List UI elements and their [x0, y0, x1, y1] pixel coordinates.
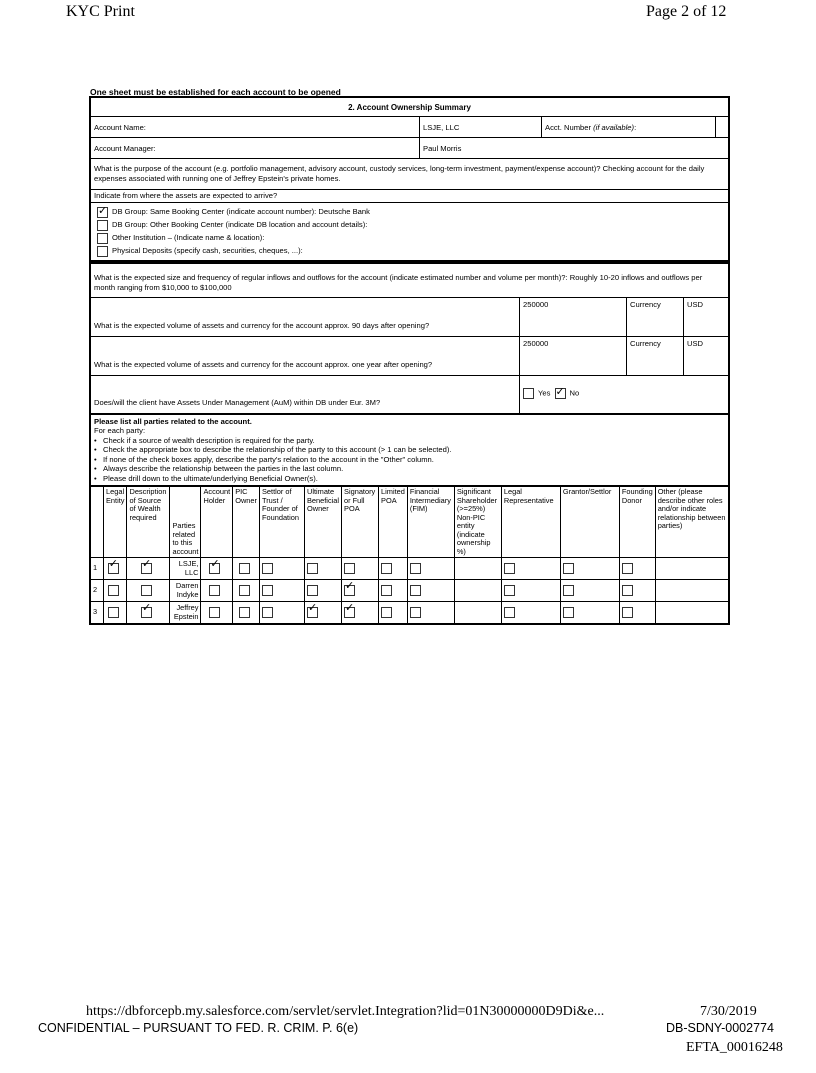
flows-text: What is the expected size and frequency of regular inflows and outflows for the account (indicate estimated number and volume per month)?: Roughly 10-20 inflows and outflows per month ranging from $10,000 to $100,000: [90, 263, 729, 298]
aum-no-label: No: [569, 388, 580, 398]
option-label: DB Group: Other Booking Center (indicate DB location and account details):: [112, 220, 368, 229]
col-founding-donor: Founding Donor: [619, 487, 655, 558]
cell-significant: [454, 602, 501, 625]
volume-year-currency-label: Currency: [627, 337, 684, 376]
party-name: Darren Indyke: [170, 580, 201, 602]
acct-number-label-italic: (if available): [593, 122, 635, 132]
cell-legal-rep: [501, 558, 560, 580]
cell-other: [655, 602, 729, 625]
checkbox-signatory[interactable]: [344, 585, 355, 596]
cell-founding: [619, 602, 655, 625]
volume-90-question: What is the expected volume of assets and currency for the account approx. 90 days after opening?: [90, 298, 520, 337]
checkbox-fim[interactable]: [410, 607, 421, 618]
account-name-value: LSJE, LLC: [420, 117, 542, 138]
cell-signatory: [342, 580, 379, 602]
checkbox-founding[interactable]: [622, 585, 633, 596]
parties-for-each: For each party:: [94, 426, 146, 435]
checkbox-grantor[interactable]: [563, 607, 574, 618]
option-other-institution: [91, 231, 728, 244]
volume-year-question: What is the expected volume of assets and currency for the account approx. one year after opening?: [90, 337, 520, 376]
checkbox-legal-rep[interactable]: [504, 585, 515, 596]
cell-founding: [619, 558, 655, 580]
account-name-label: Account Name:: [90, 117, 420, 138]
col-limited-poa: Limited POA: [379, 487, 408, 558]
aum-answer: [520, 376, 730, 414]
checkbox-desc[interactable]: [141, 563, 152, 574]
cell-signatory: [342, 558, 379, 580]
cell-desc: [127, 602, 170, 625]
purpose-text: What is the purpose of the account (e.g. portfolio management, advisory account, custody services, long-term investment, payment/expense account)? Checking account for the daily expenses associated with running one of Jeffrey Epstein's private homes.: [90, 159, 729, 190]
volume-90-value: 250000: [520, 298, 627, 337]
checkbox-holder[interactable]: [209, 607, 220, 618]
checkbox-other-booking-center[interactable]: [97, 220, 108, 231]
volume-90-currency: USD: [684, 298, 730, 337]
aum-yes-checkbox[interactable]: [523, 388, 534, 399]
cell-limited: [379, 602, 408, 625]
cell-settlor: [259, 602, 304, 625]
cell-fim: [407, 558, 454, 580]
checkbox-legal[interactable]: [108, 607, 119, 618]
checkbox-ubo[interactable]: [307, 585, 318, 596]
row-num: 2: [90, 580, 104, 602]
option-physical-deposits: [91, 244, 728, 257]
checkbox-ubo[interactable]: [307, 607, 318, 618]
bullet-item: • If none of the check boxes apply, describe the party's relation to the account in the "Other" column.: [103, 455, 725, 465]
section-title: 2. Account Ownership Summary: [90, 97, 729, 117]
assets-source-question: Indicate from where the assets are expected to arrive?: [94, 191, 278, 200]
cell-legal: [104, 580, 127, 602]
parties-instructions: [90, 415, 729, 486]
cell-founding: [619, 580, 655, 602]
bullet-item: • Please drill down to the ultimate/underlying Beneficial Owner(s).: [103, 474, 725, 484]
bates-number: DB-SDNY-0002774: [666, 1021, 774, 1035]
cell-other: [655, 580, 729, 602]
col-source-of-wealth: Description of Source of Wealth required: [127, 487, 170, 558]
cell-pic: [233, 558, 260, 580]
checkbox-legal-rep[interactable]: [504, 563, 515, 574]
option-label: DB Group: Same Booking Center (indicate account number): Deutsche Bank: [112, 207, 370, 216]
col-settlor: Settlor of Trust / Founder of Foundation: [259, 487, 304, 558]
checkbox-signatory[interactable]: [344, 607, 355, 618]
cell-pic: [233, 602, 260, 625]
aum-no-checkbox[interactable]: [555, 388, 566, 399]
col-other: Other (please describe other roles and/or indicate relationship between parties): [655, 487, 729, 558]
checkbox-fim[interactable]: [410, 563, 421, 574]
checkbox-legal[interactable]: [108, 563, 119, 574]
checkbox-holder[interactable]: [209, 563, 220, 574]
cell-fim: [407, 602, 454, 625]
assets-source-section: [90, 190, 729, 203]
cell-significant: [454, 558, 501, 580]
parties-heading: Please list all parties related to the account.: [94, 416, 252, 426]
parties-bullets: [94, 436, 725, 484]
checkbox-settlor[interactable]: [262, 607, 273, 618]
checkbox-fim[interactable]: [410, 585, 421, 596]
account-ownership-form: [89, 96, 730, 625]
checkbox-grantor[interactable]: [563, 563, 574, 574]
bullet-item: • Check if a source of wealth description is required for the party.: [103, 436, 725, 446]
checkbox-signatory[interactable]: [344, 563, 355, 574]
col-signatory: Signatory or Full POA: [342, 487, 379, 558]
cell-legal-rep: [501, 580, 560, 602]
cell-settlor: [259, 580, 304, 602]
checkbox-grantor[interactable]: [563, 585, 574, 596]
checkbox-ubo[interactable]: [307, 563, 318, 574]
col-num: [90, 487, 104, 558]
option-same-booking-center: [91, 205, 728, 218]
cell-limited: [379, 558, 408, 580]
account-manager-value: Paul Morris: [420, 138, 730, 159]
cell-desc: [127, 558, 170, 580]
cell-pic: [233, 580, 260, 602]
col-fim: Financial Intermediary (FIM): [407, 487, 454, 558]
confidential-stamp: CONFIDENTIAL – PURSUANT TO FED. R. CRIM. P. 6(e): [38, 1021, 359, 1035]
page-number: Page 2 of 12: [646, 3, 727, 20]
checkbox-holder[interactable]: [209, 585, 220, 596]
checkbox-pic[interactable]: [239, 607, 250, 618]
cell-legal: [104, 558, 127, 580]
option-other-booking-center: [91, 218, 728, 231]
cell-fim: [407, 580, 454, 602]
col-ubo: Ultimate Beneficial Owner: [304, 487, 341, 558]
checkbox-limited[interactable]: [381, 585, 392, 596]
checkbox-desc[interactable]: [141, 607, 152, 618]
cell-grantor: [560, 558, 619, 580]
checkbox-founding[interactable]: [622, 607, 633, 618]
cell-significant: [454, 580, 501, 602]
aum-question: Does/will the client have Assets Under Management (AuM) within DB under Eur. 3M?: [90, 376, 520, 414]
checkbox-other-institution[interactable]: [97, 233, 108, 244]
cell-grantor: [560, 602, 619, 625]
cell-desc: [127, 580, 170, 602]
bullet-item: • Check the appropriate box to describe the relationship of the party to this account (> 1 can be selected).: [103, 445, 725, 455]
cell-legal-rep: [501, 602, 560, 625]
account-manager-label: Account Manager:: [90, 138, 420, 159]
assets-source-options: [90, 203, 729, 262]
efta-number: EFTA_00016248: [686, 1040, 783, 1055]
checkbox-legal-rep[interactable]: [504, 607, 515, 618]
checkbox-limited[interactable]: [381, 607, 392, 618]
acct-number-label-suffix: :: [634, 122, 637, 132]
party-name: LSJE, LLC: [170, 558, 201, 580]
volume-year-currency: USD: [684, 337, 730, 376]
cell-ubo: [304, 602, 341, 625]
col-pic-owner: PIC Owner: [233, 487, 260, 558]
cell-ubo: [304, 558, 341, 580]
party-row: [90, 602, 729, 625]
cell-limited: [379, 580, 408, 602]
option-label: Physical Deposits (specify cash, securities, cheques, ...):: [112, 246, 303, 255]
col-account-holder: Account Holder: [201, 487, 233, 558]
checkbox-pic[interactable]: [239, 563, 250, 574]
notice-text: One sheet must be established for each account to be opened: [90, 87, 341, 97]
volume-year-value: 250000: [520, 337, 627, 376]
checkbox-settlor[interactable]: [262, 563, 273, 574]
cell-grantor: [560, 580, 619, 602]
acct-number-value: [716, 117, 730, 138]
cell-ubo: [304, 580, 341, 602]
parties-table: [89, 486, 730, 625]
footer-date: 7/30/2019: [700, 1004, 757, 1019]
cell-settlor: [259, 558, 304, 580]
col-legal-entity: Legal Entity: [104, 487, 127, 558]
aum-yes-label: Yes: [538, 388, 551, 398]
parties-header-row: [90, 487, 729, 558]
party-row: [90, 580, 729, 602]
bullet-item: • Always describe the relationship between the parties in the last column.: [103, 464, 725, 474]
footer-url: https://dbforcepb.my.salesforce.com/servlet/servlet.Integration?lid=01N30000000D9Di&e...: [86, 1004, 605, 1019]
row-num: 1: [90, 558, 104, 580]
checkbox-desc[interactable]: [141, 585, 152, 596]
checkbox-same-booking-center[interactable]: [97, 207, 108, 218]
volume-90-currency-label: Currency: [627, 298, 684, 337]
cell-holder: [201, 580, 233, 602]
col-significant-shareholder: Significant Shareholder (>=25%) Non-PIC entity (indicate ownership %): [454, 487, 501, 558]
col-grantor-settlor: Grantor/Settlor: [560, 487, 619, 558]
col-parties: Parties related to this account: [170, 487, 201, 558]
checkbox-legal[interactable]: [108, 585, 119, 596]
row-num: 3: [90, 602, 104, 625]
option-label: Other Institution – (Indicate name & location):: [112, 233, 265, 242]
print-header-title: KYC Print: [66, 3, 135, 20]
checkbox-founding[interactable]: [622, 563, 633, 574]
party-name: Jeffrey Epstein: [170, 602, 201, 625]
cell-holder: [201, 602, 233, 625]
acct-number-label: [542, 117, 716, 138]
checkbox-limited[interactable]: [381, 563, 392, 574]
col-legal-representative: Legal Representative: [501, 487, 560, 558]
checkbox-physical-deposits[interactable]: [97, 246, 108, 257]
cell-legal: [104, 602, 127, 625]
acct-number-label-text: Acct. Number: [545, 122, 594, 132]
checkbox-pic[interactable]: [239, 585, 250, 596]
cell-signatory: [342, 602, 379, 625]
checkbox-settlor[interactable]: [262, 585, 273, 596]
cell-other: [655, 558, 729, 580]
cell-holder: [201, 558, 233, 580]
party-row: [90, 558, 729, 580]
